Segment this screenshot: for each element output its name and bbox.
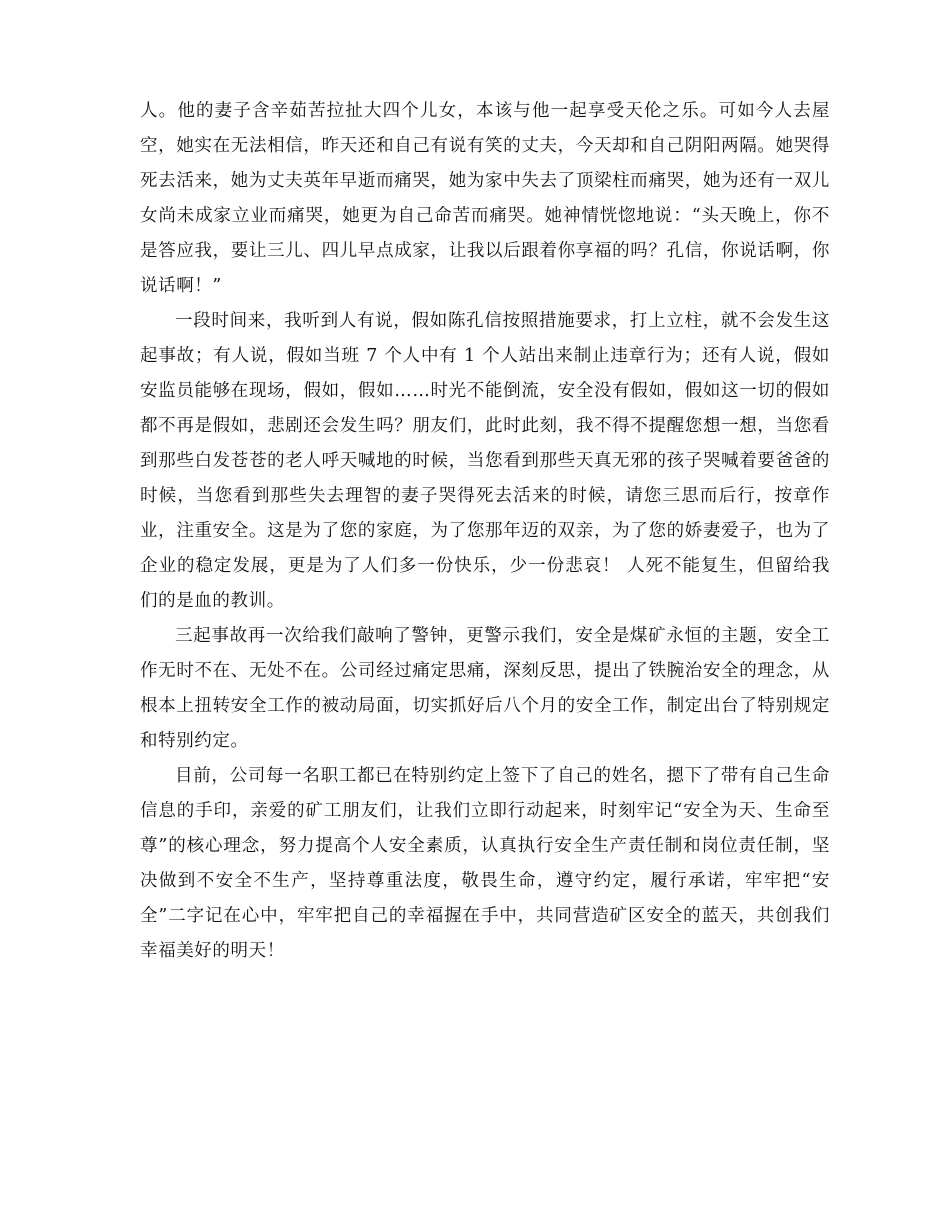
- document-body: [140, 94, 830, 969]
- paragraph-what-if: 一段时间来，我听到人有说，假如陈孔信按照措施要求，打上立柱，就不会发生这起事故；有人说，假如当班 7 个人中有 1 个人站出来制止违章行为；还有人说，假如安监员能够在现场，假如，假如……时光不能倒流，安全没有假如，假如这一切的假如都不再是假如，悲剧还会发生吗？朋友们，此时此刻，我不得不提醒您想一想，当您看到那些白发苍苍的老人呼天喊地的时候，当您看到那些天真无邪的孩子哭喊着要爸爸的时候，当您看到那些失去理智的妻子哭得死去活来的时候，请您三思而后行，按章作业，注重安全。这是为了您的家庭，为了您那年迈的双亲，为了您的娇妻爱子，也为了企业的稳定发展，更是为了人们多一份快乐，少一份悲哀！ 人死不能复生，但留给我们的是血的教训。: [140, 311, 830, 611]
- paragraph-continuation: 人。他的妻子含辛茹苦拉扯大四个儿女，本该与他一起享受天伦之乐。可如今人去屋空，她实在无法相信，昨天还和自己有说有笑的丈夫，今天却和自己阴阳两隔。她哭得死去活来，她为丈夫英年早逝而痛哭，她为家中失去了顶梁柱而痛哭，她为还有一双儿女尚未成家立业而痛哭，她更为自己命苦而痛哭。她神情恍惚地说：“头天晚上，你不是答应我，要让三儿、四儿早点成家，让我以后跟着你享福的吗？孔信，你说话啊，你说话啊！”: [140, 101, 830, 296]
- paragraph-warning: 三起事故再一次给我们敲响了警钟，更警示我们，安全是煤矿永恒的主题，安全工作无时不在、无处不在。公司经过痛定思痛，深刻反思，提出了铁腕治安全的理念，从根本上扭转安全工作的被动局面，切实抓好后八个月的安全工作，制定出台了特别规定和特别约定。: [140, 626, 830, 751]
- paragraph-call-to-action: 目前，公司每一名职工都已在特别约定上签下了自己的姓名，摁下了带有自己生命信息的手印，亲爱的矿工朋友们，让我们立即行动起来，时刻牢记“安全为天、生命至尊”的核心理念，努力提高个人安全素质，认真执行安全生产责任制和岗位责任制，坚决做到不安全不生产，坚持尊重法度，敬畏生命，遵守约定，履行承诺，牢牢把“安全”二字记在心中，牢牢把自己的幸福握在手中，共同营造矿区安全的蓝天，共创我们幸福美好的明天！: [140, 766, 830, 961]
